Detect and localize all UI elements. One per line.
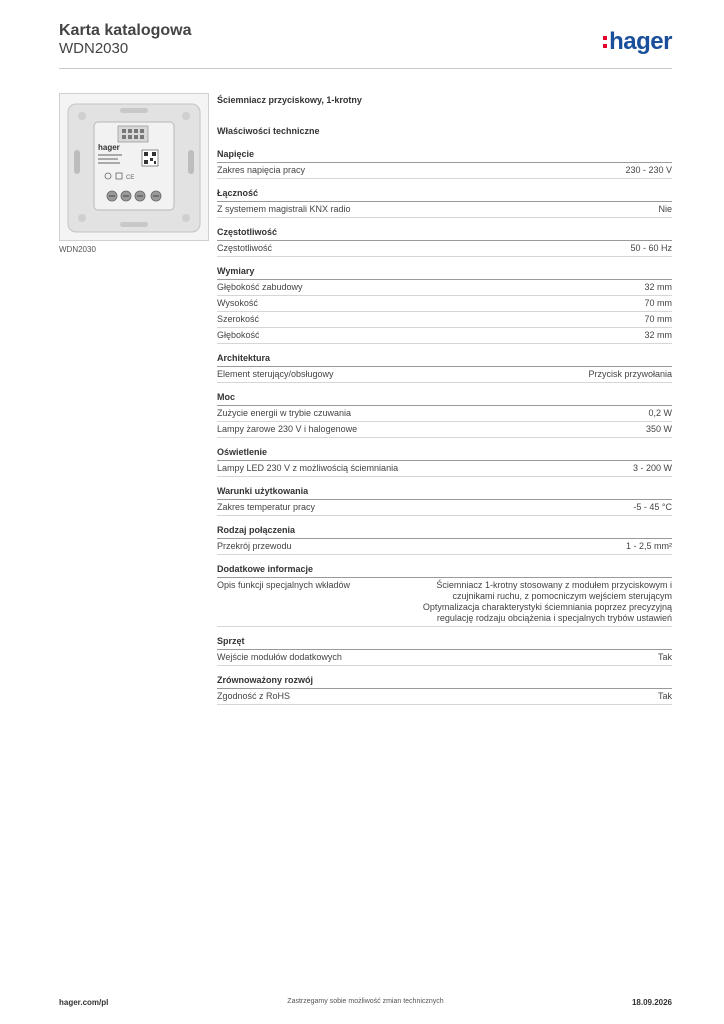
spec-group-title: Warunki użytkowania xyxy=(217,486,672,500)
spec-value: 32 mm xyxy=(644,282,672,292)
product-image xyxy=(59,93,209,241)
spec-group xyxy=(217,675,672,705)
spec-value: Nie xyxy=(658,204,672,214)
spec-value: Ściemniacz 1-krotny stosowany z modułem przyciskowym i czujnikami ruchu, z pomocniczym wejściem sterującym Optymalizacja charakterystyki ściemniania poprzez precyzyjną regulację rodzaju obciążenia i specjalnych trybów ustawień xyxy=(422,580,672,623)
spec-group-title: Napięcie xyxy=(217,149,672,163)
spec-group xyxy=(217,353,672,383)
module-brand-label: hager xyxy=(98,143,120,152)
spec-group xyxy=(217,227,672,257)
spec-group-title: Oświetlenie xyxy=(217,447,672,461)
spec-row xyxy=(217,163,672,179)
spec-row xyxy=(217,650,672,666)
spec-value: 350 W xyxy=(645,424,672,434)
spec-row xyxy=(217,312,672,328)
spec-label: Szerokość xyxy=(217,314,260,324)
spec-label: Z systemem magistrali KNX radio xyxy=(217,204,351,214)
document-title: Karta katalogowa xyxy=(59,22,192,39)
spec-label: Głębokość xyxy=(217,330,260,340)
spec-value: -5 - 45 °C xyxy=(633,502,672,512)
spec-group xyxy=(217,149,672,179)
footer-date: 18.09.2026 xyxy=(631,998,672,1007)
technical-properties-heading: Właściwości techniczne xyxy=(217,126,320,136)
product-name: Ściemniacz przyciskowy, 1-krotny xyxy=(217,95,362,105)
logo-dots-icon xyxy=(603,36,607,48)
spec-label: Lampy LED 230 V z możliwością ściemniania xyxy=(217,463,399,473)
specification-content xyxy=(217,95,672,714)
spec-label: Przekrój przewodu xyxy=(217,541,292,551)
spec-value: 32 mm xyxy=(644,330,672,340)
spec-group-title: Łączność xyxy=(217,188,672,202)
spec-value: 3 - 200 W xyxy=(632,463,672,473)
spec-label: Zużycie energii w trybie czuwania xyxy=(217,408,352,418)
product-image-caption: WDN2030 xyxy=(59,245,96,254)
header-divider xyxy=(59,68,672,69)
footer-notice: Zastrzegamy sobie możliwość zmian technicznych xyxy=(287,998,444,1005)
spec-row xyxy=(217,689,672,705)
spec-group-title: Architektura xyxy=(217,353,672,367)
spec-group-title: Zrównoważony rozwój xyxy=(217,675,672,689)
svg-text:CE: CE xyxy=(126,175,135,181)
spec-value: 50 - 60 Hz xyxy=(630,243,672,253)
spec-value: 230 - 230 V xyxy=(625,165,672,175)
spec-row xyxy=(217,500,672,516)
spec-group-title: Moc xyxy=(217,392,672,406)
spec-label: Głębokość zabudowy xyxy=(217,282,303,292)
hager-logo xyxy=(603,28,672,56)
logo-text: hager xyxy=(609,28,672,55)
spec-row xyxy=(217,578,672,627)
spec-row xyxy=(217,202,672,218)
dimmer-insert-icon xyxy=(60,94,208,240)
spec-row xyxy=(217,422,672,438)
spec-group-title: Dodatkowe informacje xyxy=(217,564,672,578)
document-subtitle: WDN2030 xyxy=(59,40,129,57)
spec-group-title: Częstotliwość xyxy=(217,227,672,241)
spec-label: Lampy żarowe 230 V i halogenowe xyxy=(217,424,358,434)
spec-value: 70 mm xyxy=(644,314,672,324)
spec-label: Zgodność z RoHS xyxy=(217,691,291,701)
specification-groups xyxy=(217,149,672,705)
spec-value: Tak xyxy=(657,652,672,662)
spec-row xyxy=(217,280,672,296)
spec-row xyxy=(217,406,672,422)
spec-label: Opis funkcji specjalnych wkładów xyxy=(217,580,351,590)
spec-group-title: Wymiary xyxy=(217,266,672,280)
spec-row xyxy=(217,367,672,383)
spec-value: 70 mm xyxy=(644,298,672,308)
spec-label: Element sterujący/obsługowy xyxy=(217,369,334,379)
spec-row xyxy=(217,539,672,555)
spec-label: Zakres temperatur pracy xyxy=(217,502,316,512)
spec-group xyxy=(217,188,672,218)
spec-label: Wejście modułów dodatkowych xyxy=(217,652,342,662)
spec-group xyxy=(217,392,672,438)
spec-group xyxy=(217,266,672,344)
spec-value: Tak xyxy=(657,691,672,701)
spec-group xyxy=(217,636,672,666)
spec-row xyxy=(217,296,672,312)
spec-value: 1 - 2,5 mm² xyxy=(625,541,672,551)
spec-group xyxy=(217,525,672,555)
spec-label: Wysokość xyxy=(217,298,258,308)
footer-website: hager.com/pl xyxy=(59,998,109,1007)
spec-value: Przycisk przywołania xyxy=(588,369,672,379)
spec-label: Częstotliwość xyxy=(217,243,273,253)
spec-row xyxy=(217,241,672,257)
spec-row xyxy=(217,328,672,344)
document-header xyxy=(59,22,191,58)
spec-value: 0,2 W xyxy=(648,408,672,418)
spec-group-title: Sprzęt xyxy=(217,636,672,650)
spec-group xyxy=(217,564,672,627)
spec-row xyxy=(217,461,672,477)
spec-group-title: Rodzaj połączenia xyxy=(217,525,672,539)
spec-group xyxy=(217,447,672,477)
spec-label: Zakres napięcia pracy xyxy=(217,165,306,175)
spec-group xyxy=(217,486,672,516)
